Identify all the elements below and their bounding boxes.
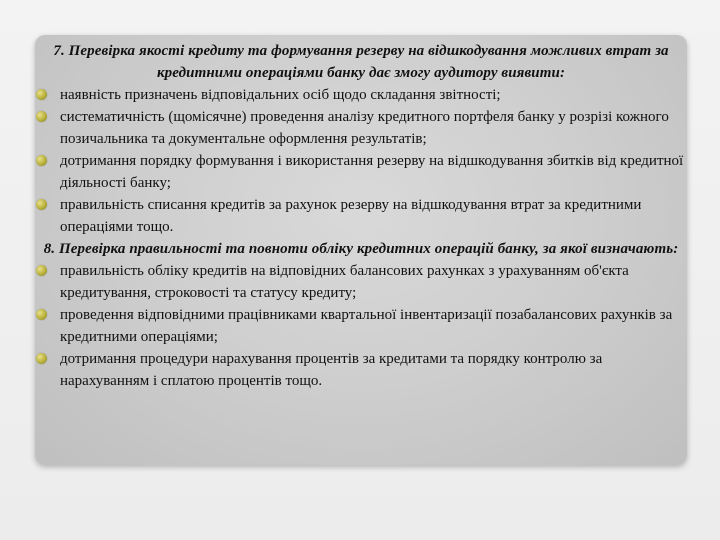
- list-item-text: проведення відповідними працівниками квартальної інвентаризації позабалансових рахунків за кредитними операціями;: [60, 307, 673, 345]
- list-item: [36, 84, 686, 106]
- bullet-icon: [36, 265, 47, 276]
- list-item-text: правильність списання кредитів за рахунок резерву на відшкодування втрат за кредитними операціями тощо.: [60, 197, 642, 235]
- list-item: [36, 304, 686, 348]
- list-item-text: правильність обліку кредитів на відповідних балансових рахунках з урахуванням об'єкта кредитування, строковості та статусу кредиту;: [60, 263, 629, 301]
- section-7-heading: 7. Перевірка якості кредиту та формування резерву на відшкодування можливих втрат за кредитними операціями банку дає змогу аудитору виявити:: [53, 43, 669, 81]
- list-item-text: наявність призначень відповідальних осіб щодо складання звітності;: [60, 87, 501, 103]
- bullet-icon: [36, 89, 47, 100]
- list-item: [36, 260, 686, 304]
- bullet-icon: [36, 111, 47, 122]
- list-item: [36, 194, 686, 238]
- list-item-text: систематичність (щомісячне) проведення аналізу кредитного портфеля банку у розрізі кожного позичальника та документальне оформлення результатів;: [60, 109, 669, 147]
- section-8-heading: 8. Перевірка правильності та повноти обліку кредитних операцій банку, за якої визначають:: [43, 241, 679, 257]
- bullet-icon: [36, 155, 47, 166]
- bullet-icon: [36, 353, 47, 364]
- list-item: [36, 150, 686, 194]
- slide-content: [36, 40, 686, 392]
- bullet-icon: [36, 309, 47, 320]
- list-item: [36, 106, 686, 150]
- list-item-text: дотримання порядку формування і використання резерву на відшкодування збитків від кредитної діяльності банку;: [60, 153, 684, 191]
- section-8-list: [36, 260, 686, 392]
- bullet-icon: [36, 199, 47, 210]
- list-item: [36, 348, 686, 392]
- list-item-text: дотримання процедури нарахування процентів за кредитами та порядку контролю за нарахуванням і сплатою процентів тощо.: [60, 351, 603, 389]
- section-7-list: [36, 84, 686, 238]
